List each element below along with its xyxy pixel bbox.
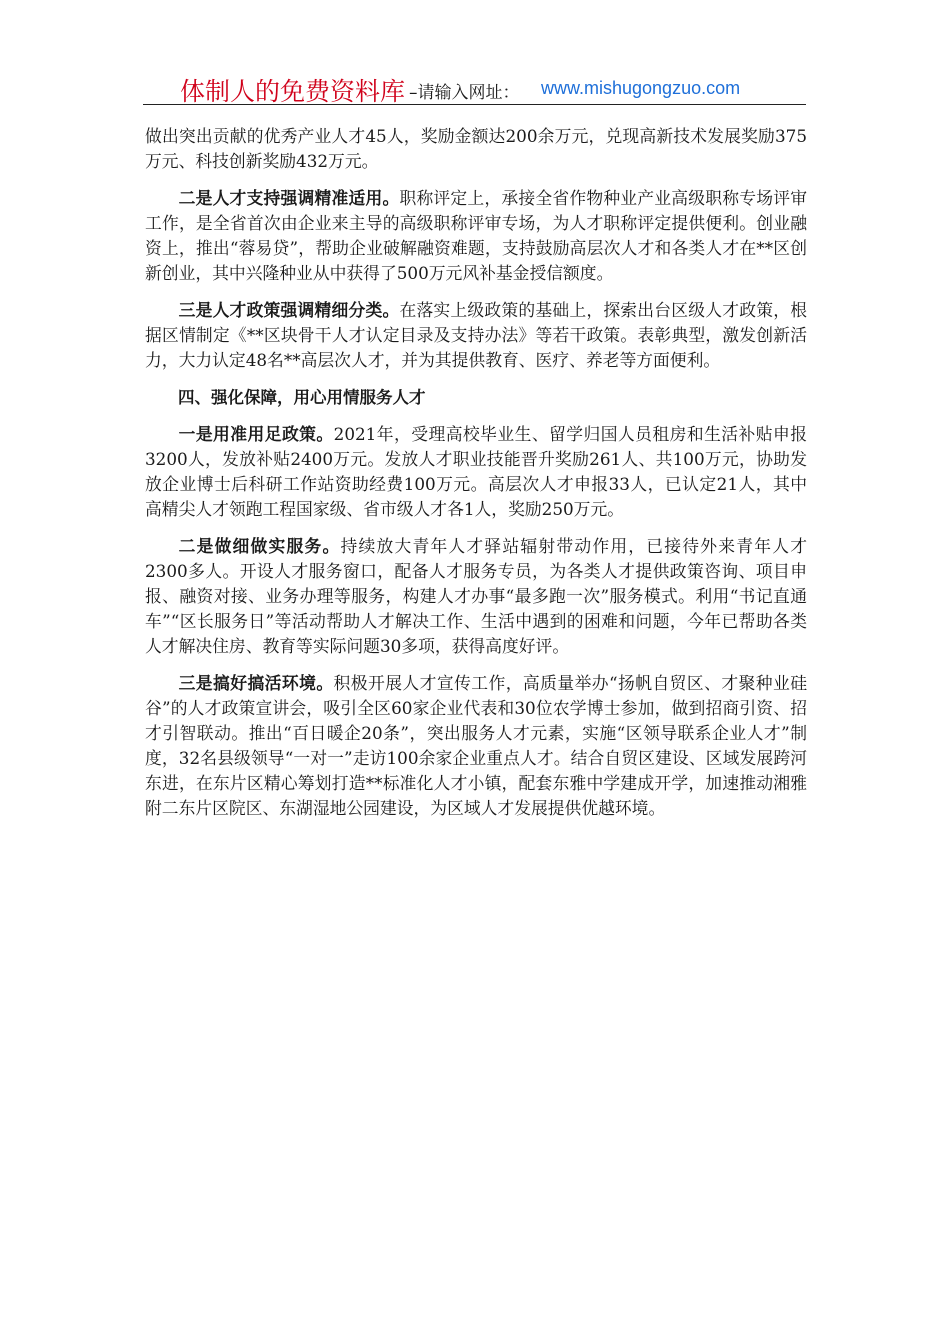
header-prompt: –请输入网址： — [409, 83, 520, 103]
paragraph-text: 在落实上级政策的基础上，探索出台区级人才政策，根据区情制定《**区块骨干人才认定目录及支持办法》等若干政策。表彰典型，激发创新活力，大力认定48名**高层次人才，并为其提供教育、医疗、养老等方面便利。 — [145, 300, 807, 370]
paragraph-policy-use — [145, 422, 807, 522]
paragraph-text: 积极开展人才宣传工作，高质量举办“扬帆自贸区、才聚种业硅谷”的人才政策宣讲会，吸引全区60家企业代表和30位农学博士参加，做到招商引资、招才引智联动。推出“百日暖企20条”，突出服务人才元素，实施“区领导联系企业人才”制度，32名县级领导“一对一”走访100余家企业重点人才。结合自贸区建设、区域发展跨河东进，在东片区精心筹划打造**标准化人才小镇，配套东雅中学建成开学，加速推动湘雅附二东片区院区、东湖湿地公园建设，为区域人才发展提供优越环境。 — [145, 673, 807, 818]
paragraph-talent-support — [145, 186, 807, 286]
paragraph-lead: 二是人才支持强调精准适用。 — [178, 188, 400, 208]
page-header — [143, 70, 806, 105]
paragraph-text: 做出突出贡献的优秀产业人才45人，奖励金额达200余万元，兑现高新技术发展奖励375万元、科技创新奖励432万元。 — [145, 126, 807, 171]
header-brand: 体制人的免费资料库 — [180, 77, 406, 106]
document-body — [145, 124, 807, 833]
paragraph-text: 职称评定上，承接全省作物种业产业高级职称专场评审工作，是全省首次由企业来主导的高级职称评审专场，为人才职称评定提供便利。创业融资上，推出“蓉易贷”，帮助企业破解融资难题，支持鼓励高层次人才和各类人才在**区创新创业，其中兴隆种业从中获得了500万元风补基金授信额度。 — [145, 188, 807, 283]
paragraph-text: 持续放大青年人才驿站辐射带动作用，已接待外来青年人才2300多人。开设人才服务窗口，配备人才服务专员，为各类人才提供政策咨询、项目申报、融资对接、业务办理等服务，构建人才办事“最多跑一次”服务模式。利用“书记直通车”“区长服务日”等活动帮助人才解决工作、生活中遇到的困难和问题，今年已帮助各类人才解决住房、教育等实际问题30多项，获得高度好评。 — [145, 536, 807, 656]
paragraph-lead: 三是人才政策强调精细分类。 — [178, 300, 400, 320]
paragraph-lead: 二是做细做实服务。 — [178, 536, 341, 556]
paragraph-continued — [145, 124, 807, 174]
header-url-link[interactable]: www.mishugongzuo.com — [541, 78, 741, 98]
paragraph-environment — [145, 671, 807, 821]
paragraph-text: 2021年，受理高校毕业生、留学归国人员租房和生活补贴申报3200人，发放补贴2400万元。发放人才职业技能晋升奖励261人、共100万元，协助发放企业博士后科研工作站资助经费100万元。高层次人才申报33人，已认定21人，其中高精尖人才领跑工程国家级、省市级人才各1人，奖励250万元。 — [145, 424, 807, 519]
paragraph-talent-policy — [145, 298, 807, 373]
section-heading: 四、强化保障，用心用情服务人才 — [178, 388, 426, 407]
paragraph-service — [145, 534, 807, 659]
paragraph-lead: 一是用准用足政策。 — [178, 424, 334, 444]
paragraph-lead: 三是搞好搞活环境。 — [178, 673, 334, 693]
